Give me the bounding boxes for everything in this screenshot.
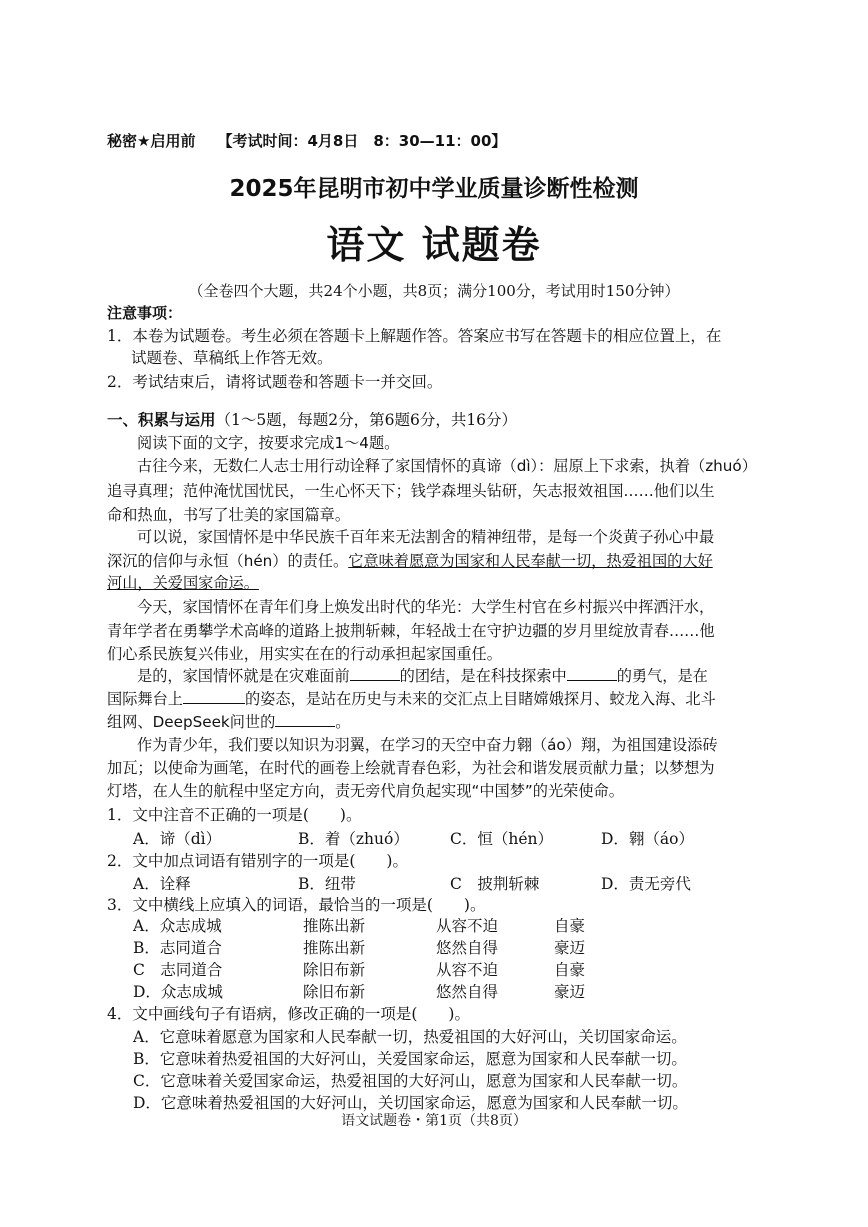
passage-line: 灯塔，在人生的航程中坚定方向，责无旁代肩负起实现“中国梦”的光荣使命。	[107, 782, 624, 800]
option-cell: 豪迈	[554, 939, 586, 957]
passage-line: 今天，家国情怀在青年们身上焕发出时代的华光：大学生村官在乡村振兴中挥洒汗水，	[137, 598, 715, 616]
option-cell: 除旧布新	[303, 983, 366, 1001]
note-item: 试题卷、草稿纸上作答无效。	[131, 349, 333, 367]
passage-line	[107, 711, 350, 732]
option: D．翱（áo）	[601, 830, 695, 848]
option-cell: 悠然自得	[436, 939, 499, 957]
passage-line: 们心系民族复兴伟业，用实实在在的行动承担起家国重任。	[107, 645, 502, 663]
passage-line	[107, 572, 259, 593]
passage-line: 追寻真理；范仲淹忧国忧民，一生心怀天下；钱学森埋头钻研，矢志报效祖国……他们以生	[107, 482, 715, 500]
option-cell: D．众志成城	[133, 983, 223, 1001]
passage-text: 的勇气，是在	[616, 667, 708, 685]
option-cell: 从容不迫	[436, 961, 499, 979]
passage-text: 的团结，是在科技探索中	[399, 667, 567, 685]
option: C．它意味着关爱国家命运，热爱祖国的大好河山，愿意为国家和人民奉献一切。	[133, 1072, 688, 1090]
passage-line: 加瓦；以使命为画笔，在时代的画卷上绘就青春色彩，为社会和谐发展贡献力量；以梦想为	[107, 759, 715, 777]
option-cell: 从容不迫	[436, 917, 499, 935]
page-footer: 语文试题卷・第1页（共8页）	[341, 1113, 527, 1129]
option-cell: 推陈出新	[303, 917, 366, 935]
option: A．谛（dì）	[133, 830, 222, 848]
section-score: （1～5题，每题2分，第6题6分，共16分）	[215, 411, 518, 429]
option-cell: 悠然自得	[436, 983, 499, 1001]
question-stem: 1．文中注音不正确的一项是( )。	[107, 806, 362, 824]
fill-blank	[275, 712, 335, 727]
option-cell: 自豪	[554, 917, 586, 935]
exam-info: （全卷四个大题，共24个小题，共8页；满分100分，考试用时150分钟）	[188, 282, 680, 300]
option: A．诠释	[133, 875, 191, 893]
option-cell: C 志同道合	[133, 961, 223, 979]
option: B．它意味着热爱祖国的大好河山，关爱国家命运，愿意为国家和人民奉献一切。	[133, 1050, 687, 1068]
option-cell: 除旧布新	[303, 961, 366, 979]
note-item: 2．考试结束后，请将试题卷和答题卡一并交回。	[107, 373, 443, 391]
notes-title: 注意事项：	[107, 304, 183, 322]
secret-label: 秘密★启用前	[107, 132, 196, 150]
section-title: 一、积累与运用	[107, 411, 216, 429]
instruction: 阅读下面的文字，按要求完成1～4题。	[137, 434, 400, 452]
subject-title: 语文 试题卷	[326, 223, 542, 267]
passage-text: 国际舞台上	[107, 690, 183, 708]
option: C 披荆斩棘	[450, 875, 540, 893]
question-stem: 3．文中横线上应填入的词语，最恰当的一项是( )。	[107, 896, 486, 914]
passage-line: 古往今来，无数仁人志士用行动诠释了家国情怀的真谛（dì）：屈原上下求索，执着（zhuó）	[137, 457, 757, 475]
underlined-sentence: 它意味着愿意为国家和人民奉献一切，热爱祖国的大好	[348, 552, 713, 570]
option-cell: 自豪	[554, 961, 586, 979]
option: A．它意味着愿意为国家和人民奉献一切，热爱祖国的大好河山，关切国家命运。	[133, 1028, 687, 1046]
passage-line	[107, 688, 716, 709]
passage-line	[137, 665, 708, 686]
option: C．恒（hén）	[450, 830, 553, 848]
passage-text: 是的，家国情怀就是在灾难面前	[137, 667, 350, 685]
passage-line	[107, 550, 713, 571]
option-cell: A．众志成城	[133, 917, 222, 935]
passage-line: 命和热血，书写了壮美的家国篇章。	[107, 506, 350, 524]
exam-time: 【考试时间：4月8日 8：30—11：00】	[217, 132, 507, 150]
fill-blank	[350, 666, 400, 681]
passage-line: 可以说，家国情怀是中华民族千百年来无法割舍的精神纽带，是每一个炎黄子孙心中最	[137, 528, 715, 546]
fill-blank	[183, 689, 245, 704]
question-stem: 4．文中画线句子有语病，修改正确的一项是( )。	[107, 1005, 470, 1023]
passage-line: 青年学者在勇攀学术高峰的道路上披荆斩棘，年轻战士在守护边疆的岁月里绽放青春……他	[107, 622, 715, 640]
question-stem: 2．文中加点词语有错别字的一项是( )。	[107, 852, 408, 870]
option: D．它意味着热爱祖国的大好河山，关切国家命运，愿意为国家和人民奉献一切。	[133, 1094, 688, 1112]
note-item: 1．本卷为试题卷。考生必须在答题卡上解题作答。答案应书写在答题卡的相应位置上，在	[107, 327, 722, 345]
option-cell: 推陈出新	[303, 939, 366, 957]
option-cell: 豪迈	[554, 983, 586, 1001]
fill-blank	[567, 666, 617, 681]
passage-text: 的姿态，是站在历史与未来的交汇点上目睹嫦娥探月、蛟龙入海、北斗	[244, 690, 716, 708]
passage-text: 深沉的信仰与永恒（hén）的责任。	[107, 552, 349, 570]
option: B．着（zhuó）	[298, 830, 409, 848]
underlined-sentence: 河山，关爱国家命运。	[107, 574, 259, 592]
section-heading	[107, 408, 517, 430]
exam-header	[107, 130, 506, 151]
passage-text: 组网、DeepSeek问世的	[107, 713, 276, 731]
option-cell: B．志同道合	[133, 939, 222, 957]
passage-text: 。	[335, 713, 351, 731]
option: D．责无旁代	[601, 875, 691, 893]
option: B．纽带	[298, 875, 356, 893]
passage-line: 作为青少年，我们要以知识为羽翼，在学习的天空中奋力翱（áo）翔，为祖国建设添砖	[137, 736, 718, 754]
exam-title: 2025年昆明市初中学业质量诊断性检测	[229, 176, 639, 202]
